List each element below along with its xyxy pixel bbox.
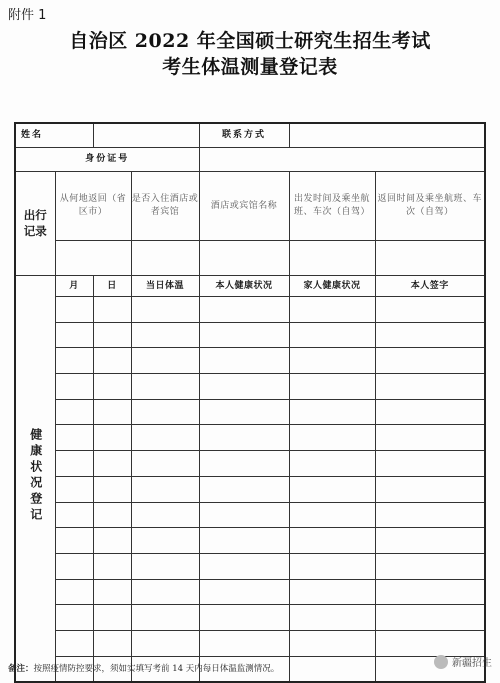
day-cell[interactable] xyxy=(93,630,131,656)
month-cell[interactable] xyxy=(55,476,93,502)
travel-record-label: 出行 记录 xyxy=(15,172,55,276)
id-number-label: 身份证号 xyxy=(15,148,199,172)
family-health-cell[interactable] xyxy=(289,579,375,605)
form-title-line-1: 自治区 2022 年全国硕士研究生招生考试 xyxy=(69,30,431,52)
month-cell[interactable] xyxy=(55,579,93,605)
signature-cell[interactable] xyxy=(375,579,485,605)
health-row xyxy=(15,322,485,348)
day-cell[interactable] xyxy=(93,476,131,502)
own-health-cell[interactable] xyxy=(199,476,289,502)
travel-header-row xyxy=(15,172,485,241)
month-cell[interactable] xyxy=(55,374,93,400)
family-health-cell[interactable] xyxy=(289,502,375,528)
temperature-registration-table xyxy=(14,122,486,683)
day-cell[interactable] xyxy=(93,579,131,605)
day-cell[interactable] xyxy=(93,348,131,374)
watermark xyxy=(434,654,492,669)
family-health-cell[interactable] xyxy=(289,297,375,323)
return-header: 返回时间及乘坐航班、车次（自驾） xyxy=(375,172,485,241)
month-cell[interactable] xyxy=(55,348,93,374)
signature-cell[interactable] xyxy=(375,297,485,323)
own-health-cell[interactable] xyxy=(199,451,289,477)
family-health-cell[interactable] xyxy=(289,630,375,656)
health-row xyxy=(15,528,485,554)
departure-field[interactable] xyxy=(289,241,375,276)
temperature-cell[interactable] xyxy=(131,348,199,374)
signature-cell[interactable] xyxy=(375,322,485,348)
own-health-cell[interactable] xyxy=(199,553,289,579)
day-cell[interactable] xyxy=(93,553,131,579)
month-cell[interactable] xyxy=(55,630,93,656)
id-number-row xyxy=(15,148,485,172)
temperature-cell[interactable] xyxy=(131,451,199,477)
temperature-cell[interactable] xyxy=(131,528,199,554)
attachment-label: 附件 1 xyxy=(8,8,47,23)
own-health-cell[interactable] xyxy=(199,605,289,631)
day-cell[interactable] xyxy=(93,451,131,477)
signature-cell[interactable] xyxy=(375,425,485,451)
month-cell[interactable] xyxy=(55,502,93,528)
own-health-cell[interactable] xyxy=(199,502,289,528)
name-field[interactable] xyxy=(93,123,199,148)
own-health-cell[interactable] xyxy=(199,297,289,323)
family-health-cell[interactable] xyxy=(289,656,375,682)
contact-label: 联系方式 xyxy=(199,123,289,148)
family-health-cell[interactable] xyxy=(289,425,375,451)
month-header: 月 xyxy=(55,276,93,297)
origin-field[interactable] xyxy=(55,241,131,276)
own-health-cell[interactable] xyxy=(199,425,289,451)
health-row xyxy=(15,605,485,631)
signature-cell[interactable] xyxy=(375,451,485,477)
health-header-row xyxy=(15,276,485,297)
temperature-cell[interactable] xyxy=(131,322,199,348)
family-health-cell[interactable] xyxy=(289,399,375,425)
family-health-cell[interactable] xyxy=(289,476,375,502)
own-health-cell[interactable] xyxy=(199,630,289,656)
temperature-cell[interactable] xyxy=(131,297,199,323)
signature-cell[interactable] xyxy=(375,528,485,554)
day-cell[interactable] xyxy=(93,322,131,348)
temperature-header: 当日体温 xyxy=(131,276,199,297)
health-section-label: 健康状况登记 xyxy=(15,276,55,683)
name-contact-row xyxy=(15,123,485,148)
temperature-cell[interactable] xyxy=(131,476,199,502)
health-row xyxy=(15,451,485,477)
signature-header: 本人签字 xyxy=(375,276,485,297)
family-health-cell[interactable] xyxy=(289,374,375,400)
own-health-cell[interactable] xyxy=(199,579,289,605)
contact-field[interactable] xyxy=(289,123,485,148)
own-health-cell[interactable] xyxy=(199,399,289,425)
signature-cell[interactable] xyxy=(375,374,485,400)
signature-cell[interactable] xyxy=(375,502,485,528)
health-row xyxy=(15,502,485,528)
health-row xyxy=(15,399,485,425)
family-health-cell[interactable] xyxy=(289,553,375,579)
day-cell[interactable] xyxy=(93,528,131,554)
day-cell[interactable] xyxy=(93,502,131,528)
temperature-cell[interactable] xyxy=(131,579,199,605)
health-row xyxy=(15,374,485,400)
return-field[interactable] xyxy=(375,241,485,276)
hotel-name-header: 酒店或宾馆名称 xyxy=(199,172,289,241)
signature-cell[interactable] xyxy=(375,476,485,502)
health-row xyxy=(15,476,485,502)
month-cell[interactable] xyxy=(55,425,93,451)
wechat-icon xyxy=(434,655,448,669)
family-health-header: 家人健康状况 xyxy=(289,276,375,297)
own-health-cell[interactable] xyxy=(199,348,289,374)
departure-header: 出发时间及乘坐航班、车次（自驾） xyxy=(289,172,375,241)
footnote-text: 按照疫情防控要求，须如实填写考前 14 天内每日体温监测情况。 xyxy=(33,664,280,674)
own-health-cell[interactable] xyxy=(199,528,289,554)
hotel-name-field[interactable] xyxy=(199,241,289,276)
signature-cell[interactable] xyxy=(375,348,485,374)
family-health-cell[interactable] xyxy=(289,348,375,374)
temperature-cell[interactable] xyxy=(131,553,199,579)
own-health-header: 本人健康状况 xyxy=(199,276,289,297)
health-row xyxy=(15,425,485,451)
temperature-cell[interactable] xyxy=(131,502,199,528)
day-cell[interactable] xyxy=(93,425,131,451)
family-health-cell[interactable] xyxy=(289,528,375,554)
temperature-cell[interactable] xyxy=(131,630,199,656)
origin-header: 从何地返回（省区市） xyxy=(55,172,131,241)
family-health-cell[interactable] xyxy=(289,451,375,477)
health-row xyxy=(15,630,485,656)
id-number-field[interactable] xyxy=(199,148,485,172)
own-health-cell[interactable] xyxy=(199,374,289,400)
month-cell[interactable] xyxy=(55,528,93,554)
family-health-cell[interactable] xyxy=(289,322,375,348)
temperature-cell[interactable] xyxy=(131,374,199,400)
hotel-stay-field[interactable] xyxy=(131,241,199,276)
watermark-text: 新疆招生 xyxy=(452,658,492,669)
form-title-line-2: 考生体温测量登记表 xyxy=(162,56,338,78)
health-row xyxy=(15,297,485,323)
month-cell[interactable] xyxy=(55,322,93,348)
month-cell[interactable] xyxy=(55,605,93,631)
day-cell[interactable] xyxy=(93,399,131,425)
health-row xyxy=(15,579,485,605)
signature-cell[interactable] xyxy=(375,553,485,579)
month-cell[interactable] xyxy=(55,451,93,477)
health-row xyxy=(15,553,485,579)
footnote xyxy=(8,662,279,674)
family-health-cell[interactable] xyxy=(289,605,375,631)
temperature-cell[interactable] xyxy=(131,399,199,425)
hotel-stay-header: 是否入住酒店或者宾馆 xyxy=(131,172,199,241)
day-cell[interactable] xyxy=(93,374,131,400)
day-cell[interactable] xyxy=(93,297,131,323)
own-health-cell[interactable] xyxy=(199,322,289,348)
name-label: 姓名 xyxy=(15,123,93,148)
signature-cell[interactable] xyxy=(375,605,485,631)
temperature-cell[interactable] xyxy=(131,425,199,451)
health-row xyxy=(15,348,485,374)
month-cell[interactable] xyxy=(55,553,93,579)
day-cell[interactable] xyxy=(93,605,131,631)
travel-input-row xyxy=(15,241,485,276)
day-header: 日 xyxy=(93,276,131,297)
month-cell[interactable] xyxy=(55,399,93,425)
signature-cell[interactable] xyxy=(375,399,485,425)
month-cell[interactable] xyxy=(55,297,93,323)
footnote-label: 备注： xyxy=(8,664,34,674)
signature-cell[interactable] xyxy=(375,630,485,656)
temperature-cell[interactable] xyxy=(131,605,199,631)
